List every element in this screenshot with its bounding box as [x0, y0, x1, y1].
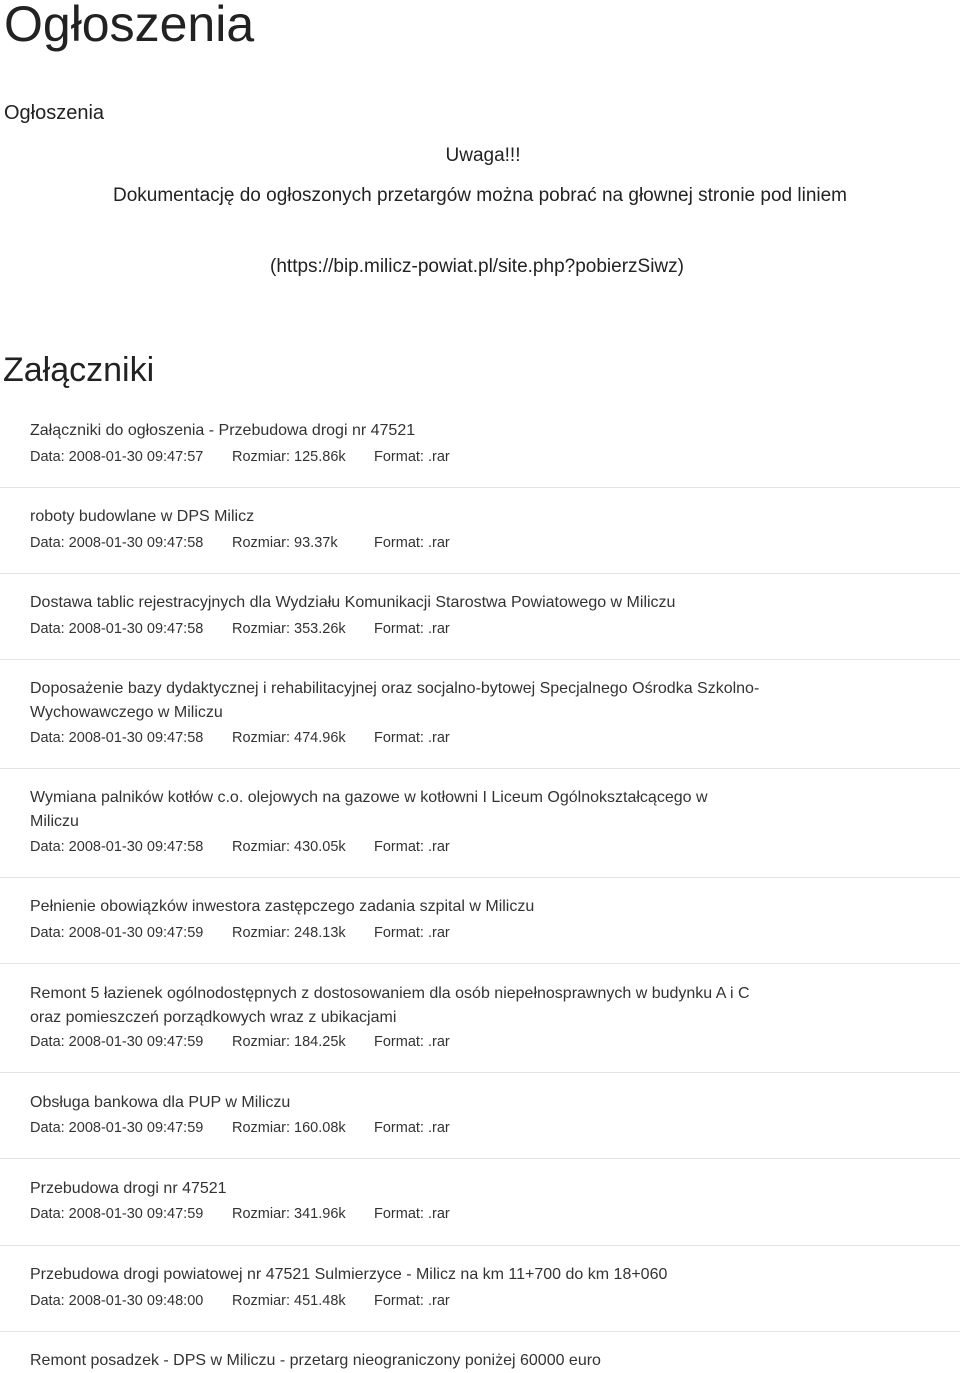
attachment-title-link[interactable]: Przebudowa drogi nr 47521 [30, 1180, 227, 1197]
attachment-date: Data: 2008-01-30 09:47:59 [30, 1120, 204, 1136]
attachment-title-link[interactable]: roboty budowlane w DPS Milicz [30, 508, 255, 525]
attachment-title-link[interactable]: Remont posadzek - DPS w Miliczu - przetarg nieograniczony poniżej 60000 euro [30, 1352, 601, 1369]
attachment-divider [0, 1331, 960, 1332]
attachment-format: Format: .rar [374, 535, 450, 551]
page-title: Ogłoszenia [4, 0, 255, 52]
attachment-divider [0, 1072, 960, 1073]
attachment-meta [30, 619, 450, 639]
attachment-size: Rozmiar: 341.96k [232, 1206, 346, 1222]
attachment-format: Format: .rar [374, 730, 450, 746]
attachment-date: Data: 2008-01-30 09:47:59 [30, 925, 204, 941]
attachment-meta [30, 923, 450, 943]
attachment-divider [0, 768, 960, 769]
attachment-meta [30, 837, 450, 857]
attachment-size: Rozmiar: 184.25k [232, 1034, 346, 1050]
attachment-size: Rozmiar: 160.08k [232, 1120, 346, 1136]
attachment-size: Rozmiar: 451.48k [232, 1293, 346, 1309]
attachment-size: Rozmiar: 474.96k [232, 730, 346, 746]
attachment-title-link[interactable]: Dostawa tablic rejestracyjnych dla Wydziału Komunikacji Starostwa Powiatowego w Miliczu [30, 594, 676, 611]
attachment-date: Data: 2008-01-30 09:47:58 [30, 839, 204, 855]
attachment-divider [0, 877, 960, 878]
attachment-divider [0, 963, 960, 964]
attachment-date: Data: 2008-01-30 09:47:58 [30, 535, 204, 551]
attachment-format: Format: .rar [374, 839, 450, 855]
attachment-size: Rozmiar: 125.86k [232, 449, 346, 465]
attachment-divider [0, 659, 960, 660]
attachment-divider [0, 487, 960, 488]
attachment-title-link[interactable]: Pełnienie obowiązków inwestora zastępczego zadania szpital w Miliczu [30, 898, 535, 915]
attachment-title-link[interactable]: Wymiana palników kotłów c.o. olejowych na gazowe w kotłowni I Liceum Ogólnokształcącego w Miliczu [30, 789, 708, 830]
attachment-meta [30, 1118, 450, 1138]
attachment-date: Data: 2008-01-30 09:47:59 [30, 1206, 204, 1222]
attachment-size: Rozmiar: 430.05k [232, 839, 346, 855]
attachments-heading: Załączniki [3, 351, 155, 389]
attachment-size: Rozmiar: 93.37k [232, 535, 338, 551]
attachment-meta [30, 1291, 450, 1311]
attachment-format: Format: .rar [374, 1293, 450, 1309]
attachment-date: Data: 2008-01-30 09:47:58 [30, 621, 204, 637]
attachment-format: Format: .rar [374, 621, 450, 637]
attachment-meta [30, 1204, 450, 1224]
attachment-title-link[interactable]: Przebudowa drogi powiatowej nr 47521 Sulmierzyce - Milicz na km 11+700 do km 18+060 [30, 1266, 668, 1283]
attachment-size: Rozmiar: 353.26k [232, 621, 346, 637]
attachment-date: Data: 2008-01-30 09:47:59 [30, 1034, 204, 1050]
notice-link[interactable]: (https://bip.milicz-powiat.pl/site.php?pobierzSiwz) [270, 256, 684, 277]
notice-title: Uwaga!!! [445, 145, 521, 166]
attachment-divider [0, 1158, 960, 1159]
attachment-size: Rozmiar: 248.13k [232, 925, 346, 941]
attachment-title-link[interactable]: Remont 5 łazienek ogólnodostępnych z dostosowaniem dla osób niepełnosprawnych w budynku A i C oraz pomieszczeń porządkowych wraz z ubikacjami [30, 985, 750, 1026]
attachment-divider [0, 573, 960, 574]
attachment-format: Format: .rar [374, 449, 450, 465]
attachment-meta [30, 447, 450, 467]
attachment-divider [0, 1245, 960, 1246]
attachment-date: Data: 2008-01-30 09:47:57 [30, 449, 204, 465]
attachment-title-link[interactable]: Załączniki do ogłoszenia - Przebudowa drogi nr 47521 [30, 422, 416, 439]
attachment-title-link[interactable]: Obsługa bankowa dla PUP w Miliczu [30, 1094, 291, 1111]
attachment-title-link[interactable]: Doposażenie bazy dydaktycznej i rehabilitacyjnej oraz socjalno-bytowej Specjalnego Ośrodka Szkolno-Wychowawczego w Miliczu [30, 680, 760, 721]
attachment-format: Format: .rar [374, 925, 450, 941]
section-label: Ogłoszenia [4, 102, 105, 124]
attachment-meta [30, 1032, 450, 1052]
notice-body: Dokumentację do ogłoszonych przetargów można pobrać na głownej stronie pod liniem [112, 185, 848, 206]
attachment-date: Data: 2008-01-30 09:47:58 [30, 730, 204, 746]
attachment-meta [30, 533, 450, 553]
attachment-meta [30, 728, 450, 748]
attachment-format: Format: .rar [374, 1206, 450, 1222]
attachment-format: Format: .rar [374, 1120, 450, 1136]
attachment-format: Format: .rar [374, 1034, 450, 1050]
attachment-date: Data: 2008-01-30 09:48:00 [30, 1293, 204, 1309]
